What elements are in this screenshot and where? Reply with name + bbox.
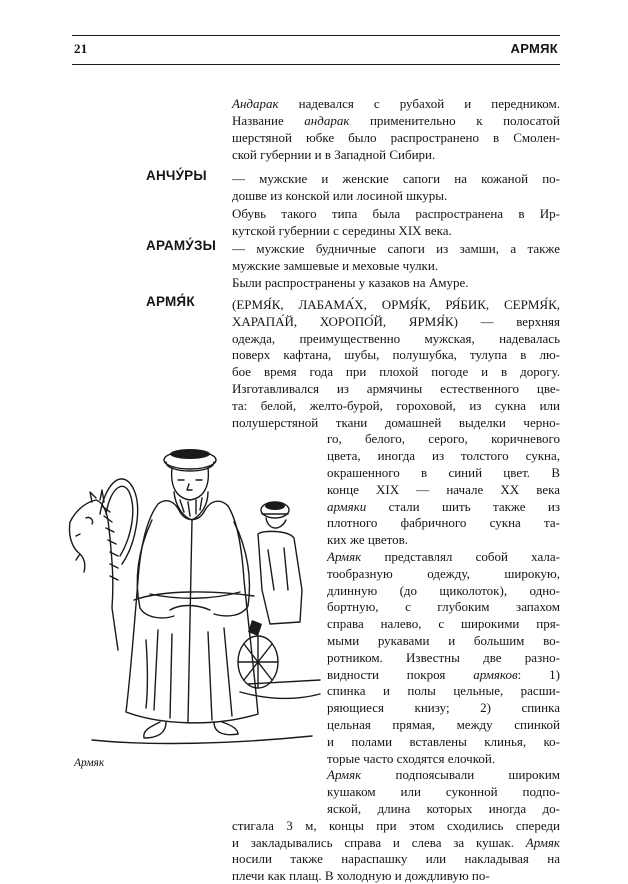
text-line: ких же цветов.: [327, 532, 409, 548]
entry-headword: АНЧУ́РЫ: [146, 168, 207, 183]
text-line: конце XIX — начале XX века: [327, 481, 560, 497]
text-line: Название андарак применительно к полосатой: [232, 112, 561, 128]
text-line: ряющиеся книзу; 2) спинка: [327, 700, 560, 716]
text-line: торые часто сходятся елочкой.: [327, 750, 496, 766]
text-line: — мужские будничные сапоги из замши, а также: [232, 241, 560, 256]
text-line: видности покроя армяков: 1): [327, 666, 560, 682]
text-line: носили также нараспашку или накладывая на: [232, 851, 560, 867]
text-line: и полами вставлены клинья, ко-: [327, 733, 560, 749]
text-line: полушерстяной ткани домашней выделки черно-: [232, 414, 560, 430]
text-line: тообразную одежду, широкую,: [327, 565, 560, 581]
text-line: го, белого, серого, коричневого: [327, 431, 560, 447]
text-line: стигала 3 м, концы при этом сходились спереди: [232, 817, 560, 833]
text-line: яской, длина которых иногда до-: [327, 801, 560, 816]
text-line: длинную (до щиколоток), одно-: [327, 582, 560, 598]
text-line: Армяк представлял собой хала-: [327, 549, 560, 564]
text-line: поверх кафтана, шубы, полушубка, тулупа в лю-: [232, 347, 560, 363]
text-line: кушаком или суконной подпо-: [327, 784, 560, 800]
text-line: плотного фабричного сукна та-: [327, 515, 560, 531]
text-line: цельная прямая, между спинкой: [327, 717, 560, 732]
entry-headword: АРМЯ́К: [146, 294, 195, 309]
armyak-illustration: [62, 440, 324, 746]
text-line: кутской губернии с середины XIX века.: [232, 222, 452, 238]
text-line: плечи как плащ. В холодную и дождливую по-: [232, 868, 490, 884]
text-line: Изготавливался из армячины естественного цве-: [232, 381, 560, 396]
text-line: спинка и полы цельные, расши-: [327, 683, 560, 699]
text-line: (ЕРМЯ́К, ЛАБАМА́Х, ОРМЯ́К, РЯ́БИК, СЕРМЯ́К,: [232, 297, 560, 312]
text-line: бое время года при плохой погоде и в дорогу.: [232, 364, 560, 380]
text-line: Армяк подпоясывали широким: [327, 767, 560, 783]
text-line: Обувь такого типа была распространена в Ир-: [232, 205, 560, 221]
text-line: дошве из конской или лосиной шкуры.: [232, 188, 448, 204]
text-line: справа налево, с широкими пря-: [327, 616, 560, 632]
header-rule-top: [72, 35, 560, 36]
entry-headword: АРАМУ́ЗЫ: [146, 238, 217, 253]
text-line: цвета, иногда из толстого сукна,: [327, 448, 560, 464]
header-rule-bottom: [72, 64, 560, 65]
text-line: мужские замшевые и меховые чулки.: [232, 258, 439, 273]
page-number: 21: [74, 41, 88, 56]
text-line: Андарак надевался с рубахой и передником.: [232, 96, 560, 111]
text-line: ской губернии и в Западной Сибири.: [232, 146, 436, 162]
text-line: одежда, преимущественно мужская, надевалась: [232, 330, 560, 346]
text-line: та: белой, желто-бурой, гороховой, из сукна или: [232, 397, 560, 413]
text-line: шерстяной юбке было распространено в Смолен-: [232, 129, 560, 145]
running-title: АРМЯК: [510, 41, 558, 56]
text-line: армяки стали шить также из: [327, 498, 560, 514]
text-line: — мужские и женские сапоги на кожаной по-: [232, 171, 560, 186]
text-line: ХАРАПА́Й, ХОРОПО́Й, ЯРМЯ́К) — верхняя: [232, 313, 560, 329]
text-line: Были распространены у казаков на Амуре.: [232, 275, 469, 290]
text-line: окрашенного в синий цвет. В: [327, 465, 560, 480]
text-line: ротником. Известны две разно-: [327, 649, 560, 665]
text-line: и закладывались справа и слева за кушак. Армяк: [232, 834, 560, 850]
text-line: бортную, с глубоким запахом: [327, 599, 560, 615]
figure-caption: Армяк: [74, 757, 105, 769]
text-line: мыми рукавами и большим во-: [327, 633, 560, 648]
